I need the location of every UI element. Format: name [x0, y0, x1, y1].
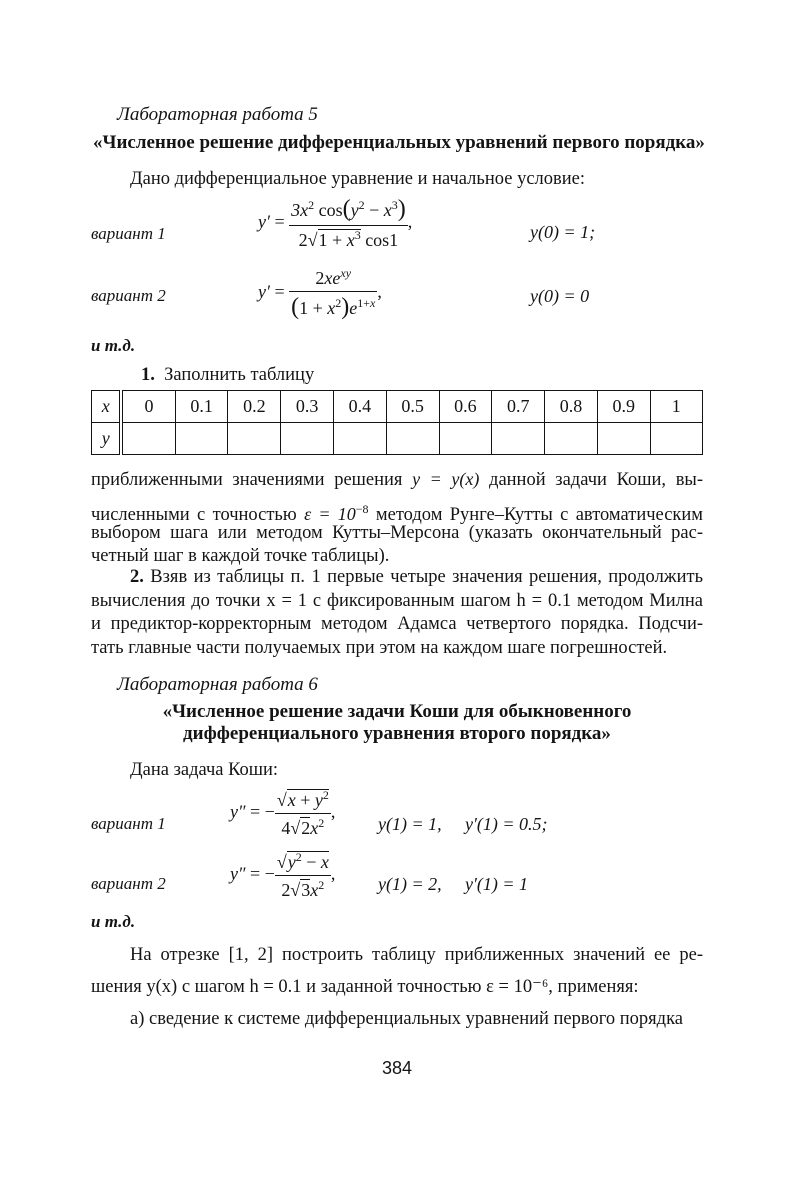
text: данной задачи Коши, вы-: [489, 470, 704, 490]
lab6-variant1-initial-dy: y′(1) = 0.5;: [465, 814, 548, 834]
y-cell: [650, 423, 702, 455]
lab6-variant2-initial-y: y(1) = 2,: [378, 874, 442, 894]
task2-number: 2.: [130, 567, 144, 587]
xy-table: [91, 390, 703, 455]
lab6-variant2-equation: y″ = − $\frac{√y^2 - x}{2√3x^2}$ ,: [230, 850, 336, 900]
lab6-item-a: а) сведение к системе дифференциальных уравнений первого порядка: [130, 1009, 683, 1029]
lab5-title: «Численное решение дифференциальных уравнений первого порядка»: [93, 132, 705, 153]
math-inline: ε = 10: [304, 504, 356, 524]
task1-text-line3: выбором шага или методом Кутты–Мерсона (указать окончательный рас-: [91, 523, 703, 543]
text: методом Рунге–Кутты с автоматическим: [375, 505, 704, 525]
text: приближенными значениями решения: [91, 470, 403, 490]
lab5-variant2-label: вариант 2: [91, 286, 166, 305]
table-row-y: [92, 423, 703, 455]
x-cell: 0.1: [175, 391, 228, 423]
x-cell: 0.7: [492, 391, 545, 423]
lab6-label: Лабораторная работа 6: [117, 674, 318, 695]
math-inline: y = y(x): [412, 469, 480, 489]
x-label-cell: x: [92, 391, 122, 423]
page-number: 384: [381, 1058, 413, 1078]
y-cell: [281, 423, 334, 455]
lab5-variant2-initial: y(0) = 0: [530, 286, 590, 306]
lab5-variant1-initial: y(0) = 1;: [530, 222, 596, 242]
x-cell: 0.2: [228, 391, 281, 423]
lab5-etc: и т.д.: [91, 336, 136, 355]
exponent: −8: [355, 502, 369, 516]
lab6-variant2-initial-dy: y′(1) = 1: [465, 874, 529, 894]
x-cell: 0: [121, 391, 175, 423]
x-cell: 0.3: [281, 391, 334, 423]
y-cell: [175, 423, 228, 455]
y-cell: [545, 423, 598, 455]
x-cell: 0.8: [545, 391, 598, 423]
x-cell: 1: [650, 391, 702, 423]
lab5-task1-heading: [141, 362, 314, 389]
y-cell: [121, 423, 175, 455]
lab6-title-line2: дифференциального уравнения второго порядка»: [183, 723, 611, 744]
text: численными с точностью: [91, 505, 297, 525]
lab6-intro: Дана задача Коши:: [130, 760, 279, 780]
x-cell: 0.9: [597, 391, 650, 423]
x-cell: 0.6: [439, 391, 492, 423]
task1-number: 1.: [141, 365, 155, 385]
y-cell: [334, 423, 387, 455]
lab6-variant1-equation: y″ = − $\frac{√x + y^2}{4√2x^2}$ ,: [230, 788, 336, 838]
lab5-variant1-label: вариант 1: [91, 224, 166, 243]
x-cell: 0.4: [334, 391, 387, 423]
y-cell: [386, 423, 439, 455]
text: Взяв из таблицы п. 1 первые четыре значения решения, продолжить: [150, 567, 704, 587]
y-cell: [228, 423, 281, 455]
lab6-variant1-label: вариант 1: [91, 814, 166, 833]
y-cell: [439, 423, 492, 455]
task2-line4: тать главные части получаемых при этом на каждом шаге погрешностей.: [91, 637, 668, 658]
task2-paragraph: [91, 566, 703, 660]
y-cell: [597, 423, 650, 455]
lab6-variant2-label: вариант 2: [91, 874, 166, 893]
lab5-variant2-equation: y′ = $\frac{2xe^{xy}}{(1 + x^2)e^{1+x}}$ ,: [258, 266, 382, 320]
lab5-variant1-equation: y′ = $\frac{3x^2 \cos(y^2 - x^3)}{2√1 + x^3 \cos 1}$ ,: [258, 196, 413, 250]
task1-label: Заполнить таблицу: [164, 365, 315, 385]
lab6-title-line1: «Численное решение задачи Коши для обыкновенного: [162, 701, 632, 722]
x-cell: 0.5: [386, 391, 439, 423]
y-label-cell: y: [92, 423, 122, 455]
lab6-para1-line1: На отрезке [1, 2] построить таблицу приближенных значений ее ре-: [130, 945, 703, 965]
lab5-label: Лабораторная работа 5: [117, 104, 318, 125]
task2-line1: [91, 566, 703, 590]
lab6-para1-line2: шения y(x) с шагом h = 0.1 и заданной точностью ε = 10⁻⁶, применяя:: [91, 977, 639, 997]
y-cell: [492, 423, 545, 455]
task1-text-line1: [91, 466, 703, 494]
task1-text-line4: четный шаг в каждой точке таблицы).: [91, 546, 390, 566]
lab6-variant1-initial-y: y(1) = 1,: [378, 814, 442, 834]
lab5-intro: Дано дифференциальное уравнение и начальное условие:: [130, 169, 585, 189]
lab6-etc: и т.д.: [91, 912, 136, 931]
table-row-x: [92, 391, 703, 423]
task2-line3: и предиктор-корректорным методом Адамса четвертого порядка. Подсчи-: [91, 614, 703, 634]
task2-line2: вычисления до точки x = 1 с фиксированным шагом h = 0.1 методом Милна: [91, 590, 703, 611]
